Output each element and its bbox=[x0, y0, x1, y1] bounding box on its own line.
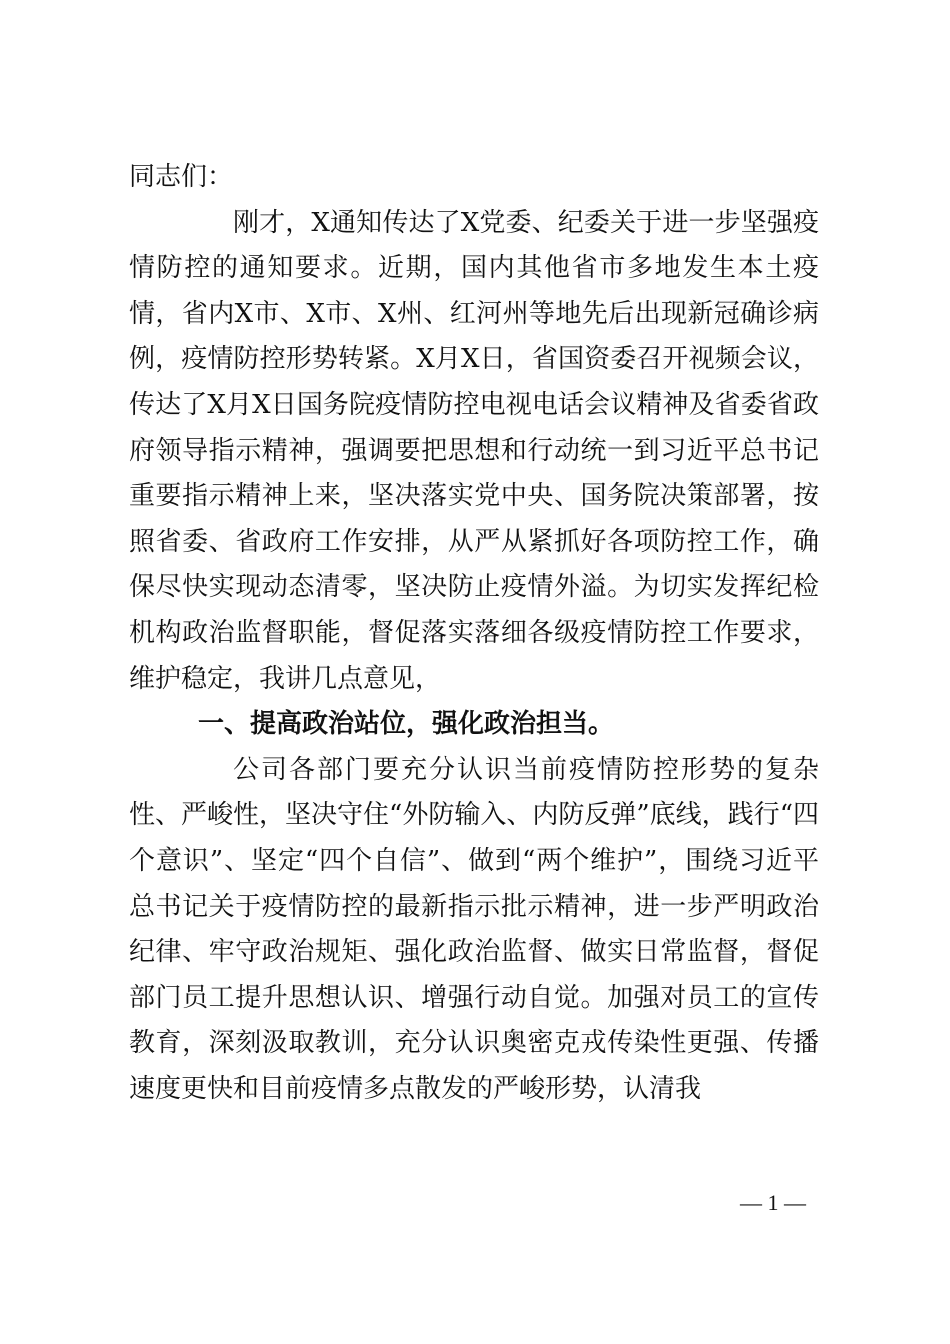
salutation: 同志们： bbox=[129, 162, 234, 192]
document-body bbox=[129, 155, 819, 1112]
section-heading-1: 一、提高政治站位，强化政治担当。 bbox=[198, 709, 615, 740]
body-paragraph-2: 公司各部门要充分认识当前疫情防控形势的复杂性、严峻性，坚决守住“外防输入、内防反弹”底线，践行“四个意识”、坚定“四个自信”、做到“两个维护”，围绕习近平总书记关于疫情防控的最新指示批示精神，进一步严明政治纪律、牢守政治规矩、强化政治监督、做实日常监督，督促部门员工提升思想认识、增强行动自觉。加强对员工的宣传教育，深刻汲取教训，充分认识奥密克戎传染性更强、传播速度更快和目前疫情多点散发的严峻形势，认清我 bbox=[129, 754, 819, 1104]
body-paragraph-1: 刚才，X通知传达了X党委、纪委关于进一步坚强疫情防控的通知要求。近期，国内其他省市多地发生本土疫情，省内X市、X市、X州、红河州等地先后出现新冠确诊病例，疫情防控形势转紧。X月X日，省国资委召开视频会议，传达了X月X日国务院疫情防控电视电话会议精神及省委省政府领导指示精神，强调要把思想和行动统一到习近平总书记重要指示精神上来，坚决落实党中央、国务院决策部署，按照省委、省政府工作安排，从严从紧抓好各项防控工作，确保尽快实现动态清零，坚决防止疫情外溢。为切实发挥纪检机构政治监督职能，督促落实落细各级疫情防控工作要求，维护稳定，我讲几点意见， bbox=[129, 207, 819, 694]
page-number: — 1 — bbox=[740, 1190, 806, 1215]
